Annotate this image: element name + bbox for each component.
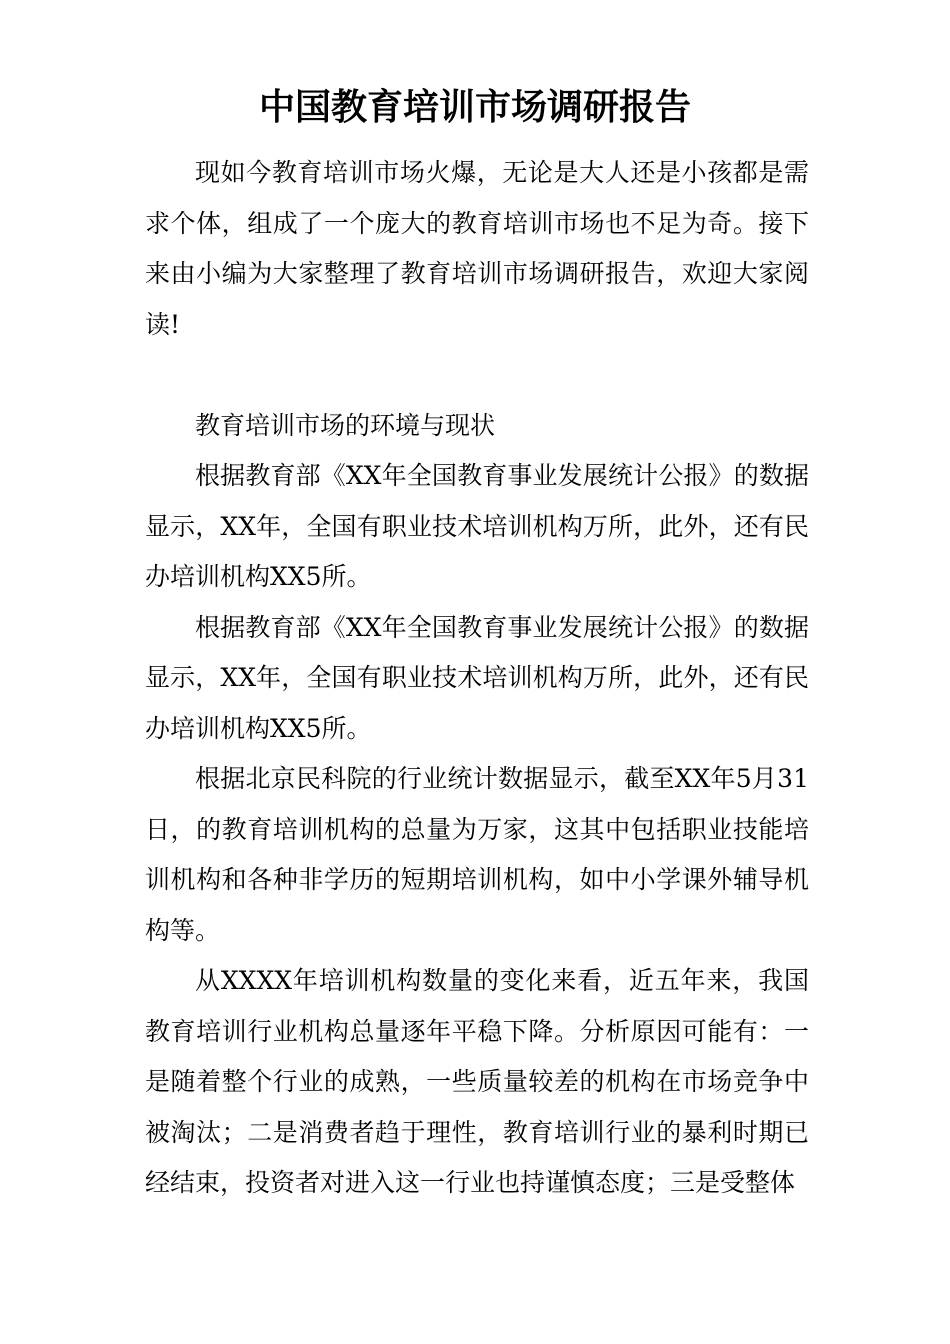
- body-paragraph: 根据北京民科院的行业统计数据显示，截至XX年5月31日，的教育培训机构的总量为万家，这其中包括职业技能培训机构和各种非学历的短期培训机构，如中小学课外辅导机构等。: [145, 764, 809, 945]
- blank-line: [145, 350, 809, 401]
- body-paragraph: 根据教育部《XX年全国教育事业发展统计公报》的数据显示，XX年，全国有职业技术培训机构万所，此外，还有民办培训机构XX5所。: [145, 461, 809, 591]
- section-heading: 教育培训市场的环境与现状: [195, 410, 496, 440]
- document-body: [145, 148, 809, 1209]
- intro-paragraph: 现如今教育培训市场火爆，无论是大人还是小孩都是需求个体，组成了一个庞大的教育培训市场也不足为奇。接下来由小编为大家整理了教育培训市场调研报告，欢迎大家阅读!: [145, 158, 809, 339]
- body-paragraph: 根据教育部《XX年全国教育事业发展统计公报》的数据显示，XX年，全国有职业技术培训机构万所，此外，还有民办培训机构XX5所。: [145, 612, 809, 743]
- body-paragraph: 从XXXX年培训机构数量的变化来看，近五年来，我国教育培训行业机构总量逐年平稳下降。分析原因可能有：一是随着整个行业的成熟，一些质量较差的机构在市场竞争中被淘汰；二是消费者趋于理性，教育培训行业的暴利时期已经结束，投资者对进入这一行业也持谨慎态度；三是受整体: [145, 966, 809, 1197]
- document-title: 中国教育培训市场调研报告: [258, 87, 691, 128]
